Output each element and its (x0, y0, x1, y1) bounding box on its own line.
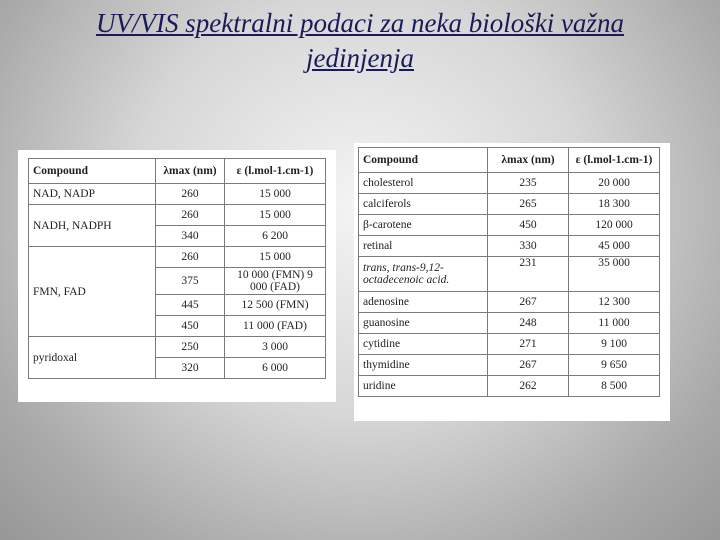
cell-compound: trans, trans-9,12-octadecenoic acid. (359, 257, 488, 292)
table-row (359, 194, 660, 215)
cell-epsilon: 11 000 (569, 313, 660, 334)
cell-compound: cholesterol (359, 173, 488, 194)
table-row (359, 376, 660, 397)
cell-epsilon: 9 100 (569, 334, 660, 355)
cell-lambda: 330 (488, 236, 569, 257)
table-left (28, 158, 326, 379)
cell-lambda: 450 (156, 316, 225, 337)
cell-compound: NAD, NADP (29, 184, 156, 205)
cell-compound: β-carotene (359, 215, 488, 236)
cell-lambda: 375 (156, 268, 225, 295)
cell-epsilon: 11 000 (FAD) (225, 316, 326, 337)
cell-epsilon: 6 200 (225, 226, 326, 247)
cell-compound: adenosine (359, 292, 488, 313)
cell-lambda: 265 (488, 194, 569, 215)
header-compound: Compound (359, 148, 488, 173)
table-row (359, 334, 660, 355)
cell-lambda: 260 (156, 205, 225, 226)
table-row (29, 205, 326, 226)
cell-compound: uridine (359, 376, 488, 397)
cell-epsilon: 3 000 (225, 337, 326, 358)
table-header-row (359, 148, 660, 173)
table-row (359, 257, 660, 292)
cell-lambda: 231 (488, 257, 569, 292)
table-row (29, 247, 326, 268)
table-row (359, 355, 660, 376)
cell-lambda: 450 (488, 215, 569, 236)
header-compound: Compound (29, 159, 156, 184)
cell-epsilon: 12 300 (569, 292, 660, 313)
header-lambda: λmax (nm) (488, 148, 569, 173)
cell-epsilon: 15 000 (225, 205, 326, 226)
header-epsilon: ε (l.mol-1.cm-1) (569, 148, 660, 173)
table-right (358, 147, 660, 397)
cell-epsilon: 15 000 (225, 184, 326, 205)
cell-lambda: 267 (488, 292, 569, 313)
cell-epsilon: 6 000 (225, 358, 326, 379)
cell-lambda: 267 (488, 355, 569, 376)
table-row (359, 215, 660, 236)
cell-compound: NADH, NADPH (29, 205, 156, 247)
cell-epsilon: 8 500 (569, 376, 660, 397)
cell-lambda: 248 (488, 313, 569, 334)
cell-lambda: 250 (156, 337, 225, 358)
table-row (359, 173, 660, 194)
slide-title: UV/VIS spektralni podaci za neka biološki važna jedinjenja (96, 8, 624, 73)
cell-epsilon: 10 000 (FMN) 9 000 (FAD) (225, 268, 326, 295)
cell-lambda: 262 (488, 376, 569, 397)
header-lambda: λmax (nm) (156, 159, 225, 184)
table-right-panel (354, 143, 670, 421)
cell-lambda: 445 (156, 295, 225, 316)
table-left-panel (18, 150, 336, 402)
table-row (359, 313, 660, 334)
cell-epsilon: 120 000 (569, 215, 660, 236)
cell-epsilon: 9 650 (569, 355, 660, 376)
table-row (29, 184, 326, 205)
cell-compound: guanosine (359, 313, 488, 334)
cell-epsilon: 35 000 (569, 257, 660, 292)
cell-compound: FMN, FAD (29, 247, 156, 337)
cell-lambda: 271 (488, 334, 569, 355)
table-row (359, 236, 660, 257)
cell-epsilon: 12 500 (FMN) (225, 295, 326, 316)
cell-lambda: 260 (156, 184, 225, 205)
cell-lambda: 320 (156, 358, 225, 379)
table-header-row (29, 159, 326, 184)
table-row (29, 337, 326, 358)
cell-compound: cytidine (359, 334, 488, 355)
cell-lambda: 260 (156, 247, 225, 268)
cell-epsilon: 45 000 (569, 236, 660, 257)
header-epsilon: ε (l.mol-1.cm-1) (225, 159, 326, 184)
table-row (359, 292, 660, 313)
cell-compound: retinal (359, 236, 488, 257)
cell-epsilon: 20 000 (569, 173, 660, 194)
cell-lambda: 235 (488, 173, 569, 194)
cell-lambda: 340 (156, 226, 225, 247)
cell-compound: thymidine (359, 355, 488, 376)
cell-epsilon: 18 300 (569, 194, 660, 215)
cell-compound: calciferols (359, 194, 488, 215)
cell-epsilon: 15 000 (225, 247, 326, 268)
cell-compound: pyridoxal (29, 337, 156, 379)
